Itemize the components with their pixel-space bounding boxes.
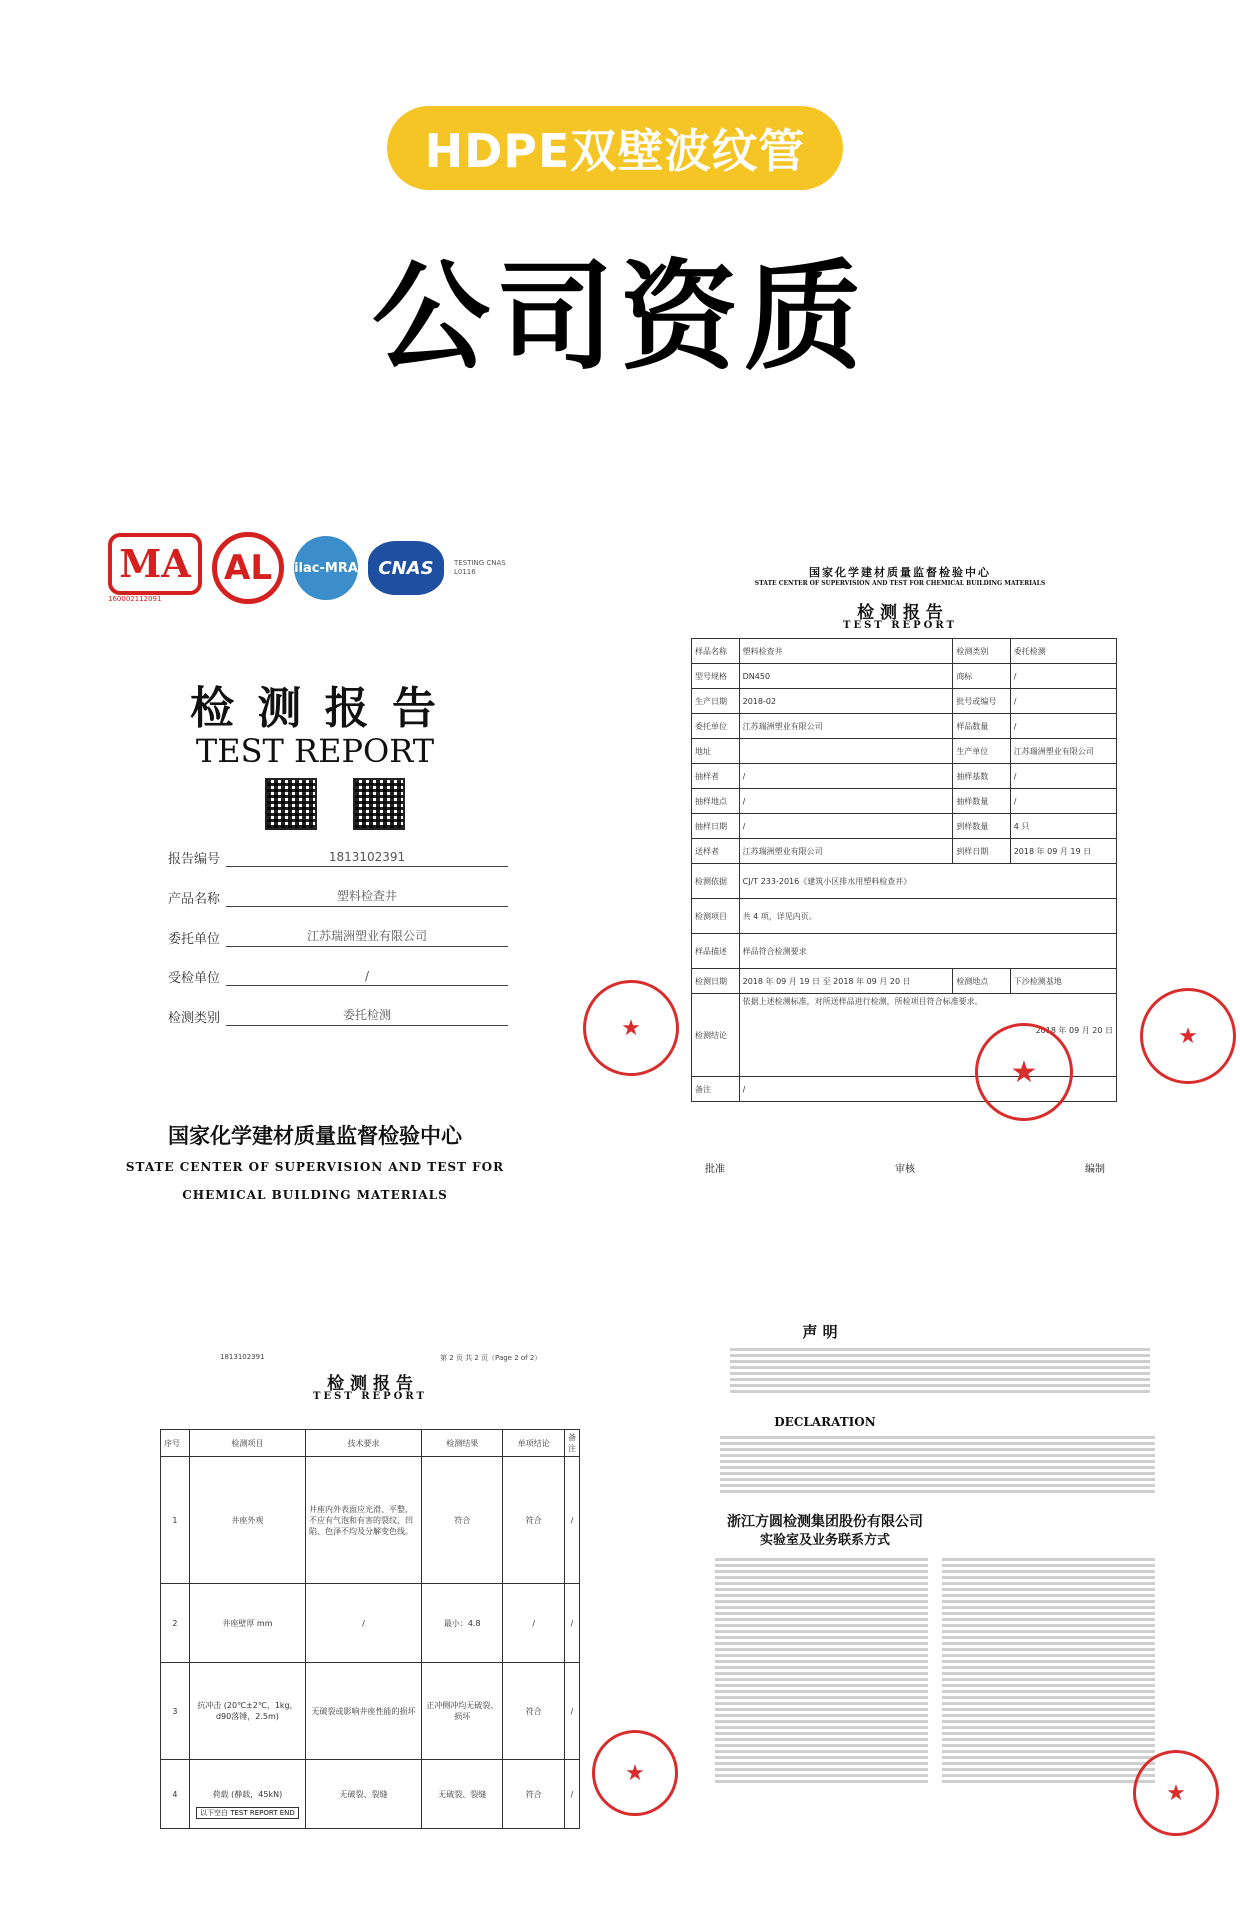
- org-name-en-1: STATE CENTER OF SUPERVISION AND TEST FOR: [125, 1160, 505, 1174]
- table-row: 2 井座壁厚 mm / 最小：4.8 / /: [161, 1584, 580, 1663]
- cma-logo-icon: MA: [108, 533, 202, 595]
- report-title-en: TEST REPORT: [843, 620, 957, 631]
- table-row: 送样者 江苏瑞洲塑业有限公司 到样日期 2018 年 09 月 19 日: [692, 839, 1117, 864]
- table-row: 检测项目 共 4 项，详见内页。: [692, 899, 1117, 934]
- pill-label: HDPE双壁波纹管: [424, 124, 806, 178]
- table-row: 生产日期 2018-02 批号或编号 /: [692, 689, 1117, 714]
- declaration-page: [715, 1315, 1186, 1920]
- table-row: 1 井座外观 井座内外表面应光滑、平整，不应有气泡和有害的裂纹、凹陷、色泽不均及分解变色线。 符合 符合 /: [161, 1457, 580, 1584]
- seal-stamp-icon: ★: [1140, 988, 1236, 1084]
- report-no: 1813102391: [220, 1353, 265, 1361]
- signature-row: [705, 1160, 1105, 1175]
- product-pill: [387, 106, 843, 190]
- seal-stamp-icon: ★: [583, 980, 679, 1076]
- report-title-cn: 检 测 报 告: [327, 1374, 413, 1394]
- table-row: 委托单位 江苏瑞洲塑业有限公司 样品数量 /: [692, 714, 1117, 739]
- table-row: 检测依据 CJ/T 233-2016《建筑小区排水用塑料检查井》: [692, 864, 1117, 899]
- qr-code-icon: [265, 778, 317, 830]
- cal-logo-icon: AL: [212, 532, 284, 604]
- contact-list: [715, 1555, 1155, 1786]
- table-row: 检测结论 依据上述检测标准，对所送样品进行检测，所检项目符合标准要求。 2018 年 09 月 20 日: [692, 994, 1117, 1077]
- test-report-cover: [100, 520, 641, 1220]
- table-header-row: 序号 检测项目 技术要求 检测结果 单项结论 备注: [161, 1430, 580, 1457]
- seal-stamp-icon: ★: [1133, 1750, 1219, 1836]
- table-row: 抽样地点 / 抽样数量 /: [692, 789, 1117, 814]
- table-row: 地址 生产单位 江苏瑞洲塑业有限公司: [692, 739, 1117, 764]
- field-inspected-unit: 受检单位 /: [168, 967, 508, 986]
- company-name: 浙江方圆检测集团股份有限公司: [727, 1514, 923, 1530]
- results-table: [160, 1429, 580, 1829]
- end-of-report-label: 以下空白 TEST REPORT END: [196, 1807, 299, 1819]
- declaration-title-cn: 声 明: [802, 1323, 838, 1341]
- certification-logos: [108, 532, 514, 604]
- declaration-text-cn: [730, 1345, 1150, 1396]
- field-report-no: 报告编号 1813102391: [168, 848, 508, 867]
- org-name-cn: 国家化学建材质量监督检验中心: [168, 1124, 462, 1148]
- table-row: 3 抗冲击 (20℃±2℃，1kg，d90落锤，2.5m) 无破裂或影响井座性能的损坏 正冲侧冲均无破裂、损坏 符合 /: [161, 1663, 580, 1760]
- cma-number: 160002112091: [108, 594, 162, 603]
- contact-subtitle: 实验室及业务联系方式: [759, 1533, 890, 1548]
- report-fields: [168, 848, 508, 1046]
- approved-label: 批准: [705, 1164, 725, 1175]
- compiled-label: 编制: [1085, 1164, 1105, 1175]
- qr-code-icon: [353, 778, 405, 830]
- test-report-results: [160, 1345, 645, 1817]
- table-row: 4 荷载 (静载，45kN) 无破裂、裂缝 无破裂、裂缝 符合 /: [161, 1760, 580, 1829]
- table-row: 型号规格 DN450 商标 /: [692, 664, 1117, 689]
- verified-label: 审核: [895, 1164, 915, 1175]
- field-client: 委托单位 江苏瑞洲塑业有限公司: [168, 927, 508, 947]
- qr-codes: [265, 778, 405, 830]
- table-row: 备注 /: [692, 1077, 1117, 1102]
- seal-stamp-icon: ★: [592, 1730, 678, 1816]
- table-row: 抽样者 / 抽样基数 /: [692, 764, 1117, 789]
- report-title-cn: 检 测 报 告: [190, 683, 440, 734]
- cnas-logo-icon: CNAS: [368, 541, 444, 595]
- field-test-category: 检测类别 委托检测: [168, 1006, 508, 1026]
- declaration-title-en: DECLARATION: [774, 1415, 876, 1429]
- cnas-caption: TESTING CNAS L0116: [454, 559, 506, 576]
- report-title-en: TEST REPORT: [195, 732, 435, 770]
- page-info: 第 2 页 共 2 页（Page 2 of 2）: [440, 1354, 542, 1362]
- center-name-en: STATE CENTER OF SUPERVISION AND TEST FOR CHEMICAL BUILDING MATERIALS: [754, 580, 1046, 587]
- table-row: 样品名称 塑料检查井 检测类别 委托检测: [692, 639, 1117, 664]
- report-title-cn: 检 测 报 告: [857, 603, 943, 623]
- table-row: 检测日期 2018 年 09 月 19 日 至 2018 年 09 月 20 日 检测地点 下沙检测基地: [692, 969, 1117, 994]
- field-product-name: 产品名称 塑料检查井: [168, 887, 508, 907]
- table-row: 抽样日期 / 到样数量 4 只: [692, 814, 1117, 839]
- table-row: 样品描述 样品符合检测要求: [692, 934, 1117, 969]
- ilac-logo-icon: ilac-MRA: [294, 536, 358, 600]
- center-name-cn: 国家化学建材质量监督检验中心: [809, 566, 991, 579]
- seal-stamp-icon: ★: [975, 1023, 1073, 1121]
- declaration-text-en: [720, 1433, 1155, 1496]
- page-headline: 公司资质: [371, 248, 868, 386]
- test-report-summary: [685, 548, 1198, 1208]
- org-name-en-2: CHEMICAL BUILDING MATERIALS: [182, 1188, 448, 1202]
- report-title-en: TEST REPORT: [313, 1391, 427, 1402]
